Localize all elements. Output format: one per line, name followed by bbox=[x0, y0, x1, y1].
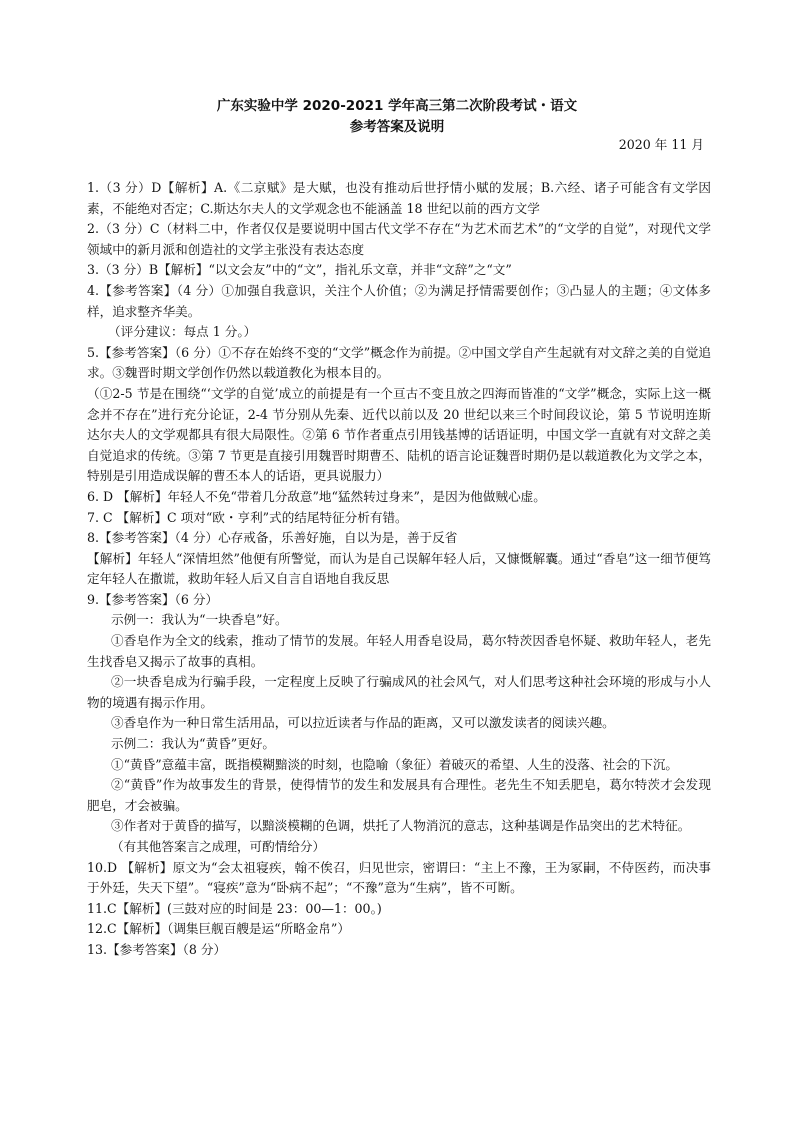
answer-10: 10.D 【解析】原文为“会太祖寝疾，翰不俟召，归见世宗，密谓曰：“主上不豫，王为冢嗣，不侍医药，而决事于外廷，失天下望”。“寝疾”意为“卧病不起”；“不豫”意为“生病”，皆不可断。 bbox=[87, 859, 711, 896]
answer-12: 12.C【解析】（调集巨舰百艘是运“所略金帛”） bbox=[87, 921, 350, 937]
answer-6: 6. D 【解析】年轻人不免“带着几分敌意”地“猛然转过身来”，是因为他做贼心虚。 bbox=[87, 488, 546, 504]
answer-9-example-2-point-2: ②“黄昏”作为故事发生的背景，使得情节的发生和发展具有合理性。老先生不知丢肥皂，葛尔特茨才会发现肥皂，才会被骗。 bbox=[87, 777, 711, 813]
document-title: 广东实验中学 2020-2021 学年高三第二次阶段考试・语文 bbox=[216, 98, 578, 114]
document-subtitle: 参考答案及说明 bbox=[349, 119, 445, 135]
answer-5-note: （①2-5 节是在围绕“‘文学的自觉’成立的前提是有一个亘古不变且放之四海而皆准的“文学”概念，实际上这一概念并不存在”进行充分论证，2-4 节分别从先秦、近代以前以及 20 世纪以来三个时间段议论，第 5 节说明连斯达尔夫人的文学观都具有很大局限性。②第 6 节作者重点引用钱基博的话语证明，中国文学一直就有对文辞之美自觉追求的传统。③第 7 节更是直接引用魏晋时期曹丕、陆机的语言论证魏晋时期仍是以载道教化为文学之本，特别是引用造成误解的曹丕本人的话语，更具说服力） bbox=[87, 385, 711, 484]
answer-2: 2.（3 分）C（材料二中，作者仅仅是要说明中国古代文学不存在“为艺术而艺术”的“文学的自觉”，对现代文学领域中的新月派和创造社的文学主张没有表达态度 bbox=[87, 221, 711, 257]
answer-4: 4.【参考答案】（4 分）①加强自我意识，关注个人价值；②为满足抒情需要创作；③凸显人的主题；④文体多样，追求整齐华美。 bbox=[87, 282, 711, 319]
answer-8-note: 【解析】年轻人“深情坦然”他便有所警觉，而认为是自己误解年轻人后，又慷慨解囊。通过“香皂”这一细节便笃定年轻人在撒谎，救助年轻人后又自言自语地自我反思 bbox=[87, 550, 711, 587]
answer-13: 13.【参考答案】（8 分） bbox=[87, 941, 227, 957]
answer-9-example-2: 示例二：我认为“黄昏”更好。 bbox=[111, 736, 276, 752]
document-header bbox=[0, 96, 794, 138]
answer-7: 7. C 【解析】C 项对“欧・亨利”式的结尾特征分析有错。 bbox=[87, 509, 408, 525]
answer-8: 8.【参考答案】（4 分）心存戒备，乐善好施，自以为是，善于反省 bbox=[87, 530, 458, 546]
answer-4-note: （评分建议：每点 1 分。） bbox=[108, 324, 257, 340]
answer-3: 3.（3 分）B【解析】“以文会友”中的“文”，指礼乐文章，并非“文辞”之“文” bbox=[87, 262, 512, 278]
answer-11: 11.C【解析】(三鼓对应的时间是 23：00—1：00。) bbox=[87, 900, 382, 916]
answer-list bbox=[87, 178, 711, 961]
answer-9-example-1: 示例一：我认为“一块香皂”好。 bbox=[111, 612, 288, 628]
document-date: 2020 年 11 月 bbox=[618, 137, 704, 152]
answer-9-heading: 9.【参考答案】（6 分） bbox=[87, 591, 219, 607]
answer-9-note: （有其他答案言之成理，可酌情给分） bbox=[111, 839, 326, 854]
answer-9-example-2-point-1: ①“黄昏”意蕴丰富，既指模糊黯淡的时刻，也隐喻（象征）着破灭的希望、人生的没落、社会的下沉。 bbox=[111, 756, 679, 772]
answer-9-example-1-point-3: ③香皂作为一种日常生活用品，可以拉近读者与作品的距离，又可以激发读者的阅读兴趣。 bbox=[111, 715, 615, 731]
answer-9-example-1-point-1: ①香皂作为全文的线索，推动了情节的发展。年轻人用香皂设局，葛尔特茨因香皂怀疑、救助年轻人，老先生找香皂又揭示了故事的真相。 bbox=[87, 633, 711, 669]
answer-9-example-2-point-3: ③作者对于黄昏的描写，以黯淡模糊的色调，烘托了人物消沉的意志，这种基调是作品突出的艺术特征。 bbox=[111, 818, 691, 834]
answer-9-example-1-point-2: ②一块香皂成为行骗手段，一定程度上反映了行骗成风的社会风气，对人们思考这种社会环境的形成与小人物的境遇有揭示作用。 bbox=[87, 674, 711, 710]
answer-5: 5.【参考答案】（6 分）①不存在始终不变的“文学”概念作为前提。②中国文学自产生起就有对文辞之美的自觉追求。③魏晋时期文学创作仍然以载道教化为根本目的。 bbox=[87, 344, 711, 381]
answer-1: 1.（3 分）D【解析】A.《二京赋》是大赋，也没有推动后世抒情小赋的发展；B.六经、诸子可能含有文学因素，不能绝对否定；C.斯达尔夫人的文学观念也不能涵盖 18 世纪以前的西方文学 bbox=[87, 180, 711, 216]
